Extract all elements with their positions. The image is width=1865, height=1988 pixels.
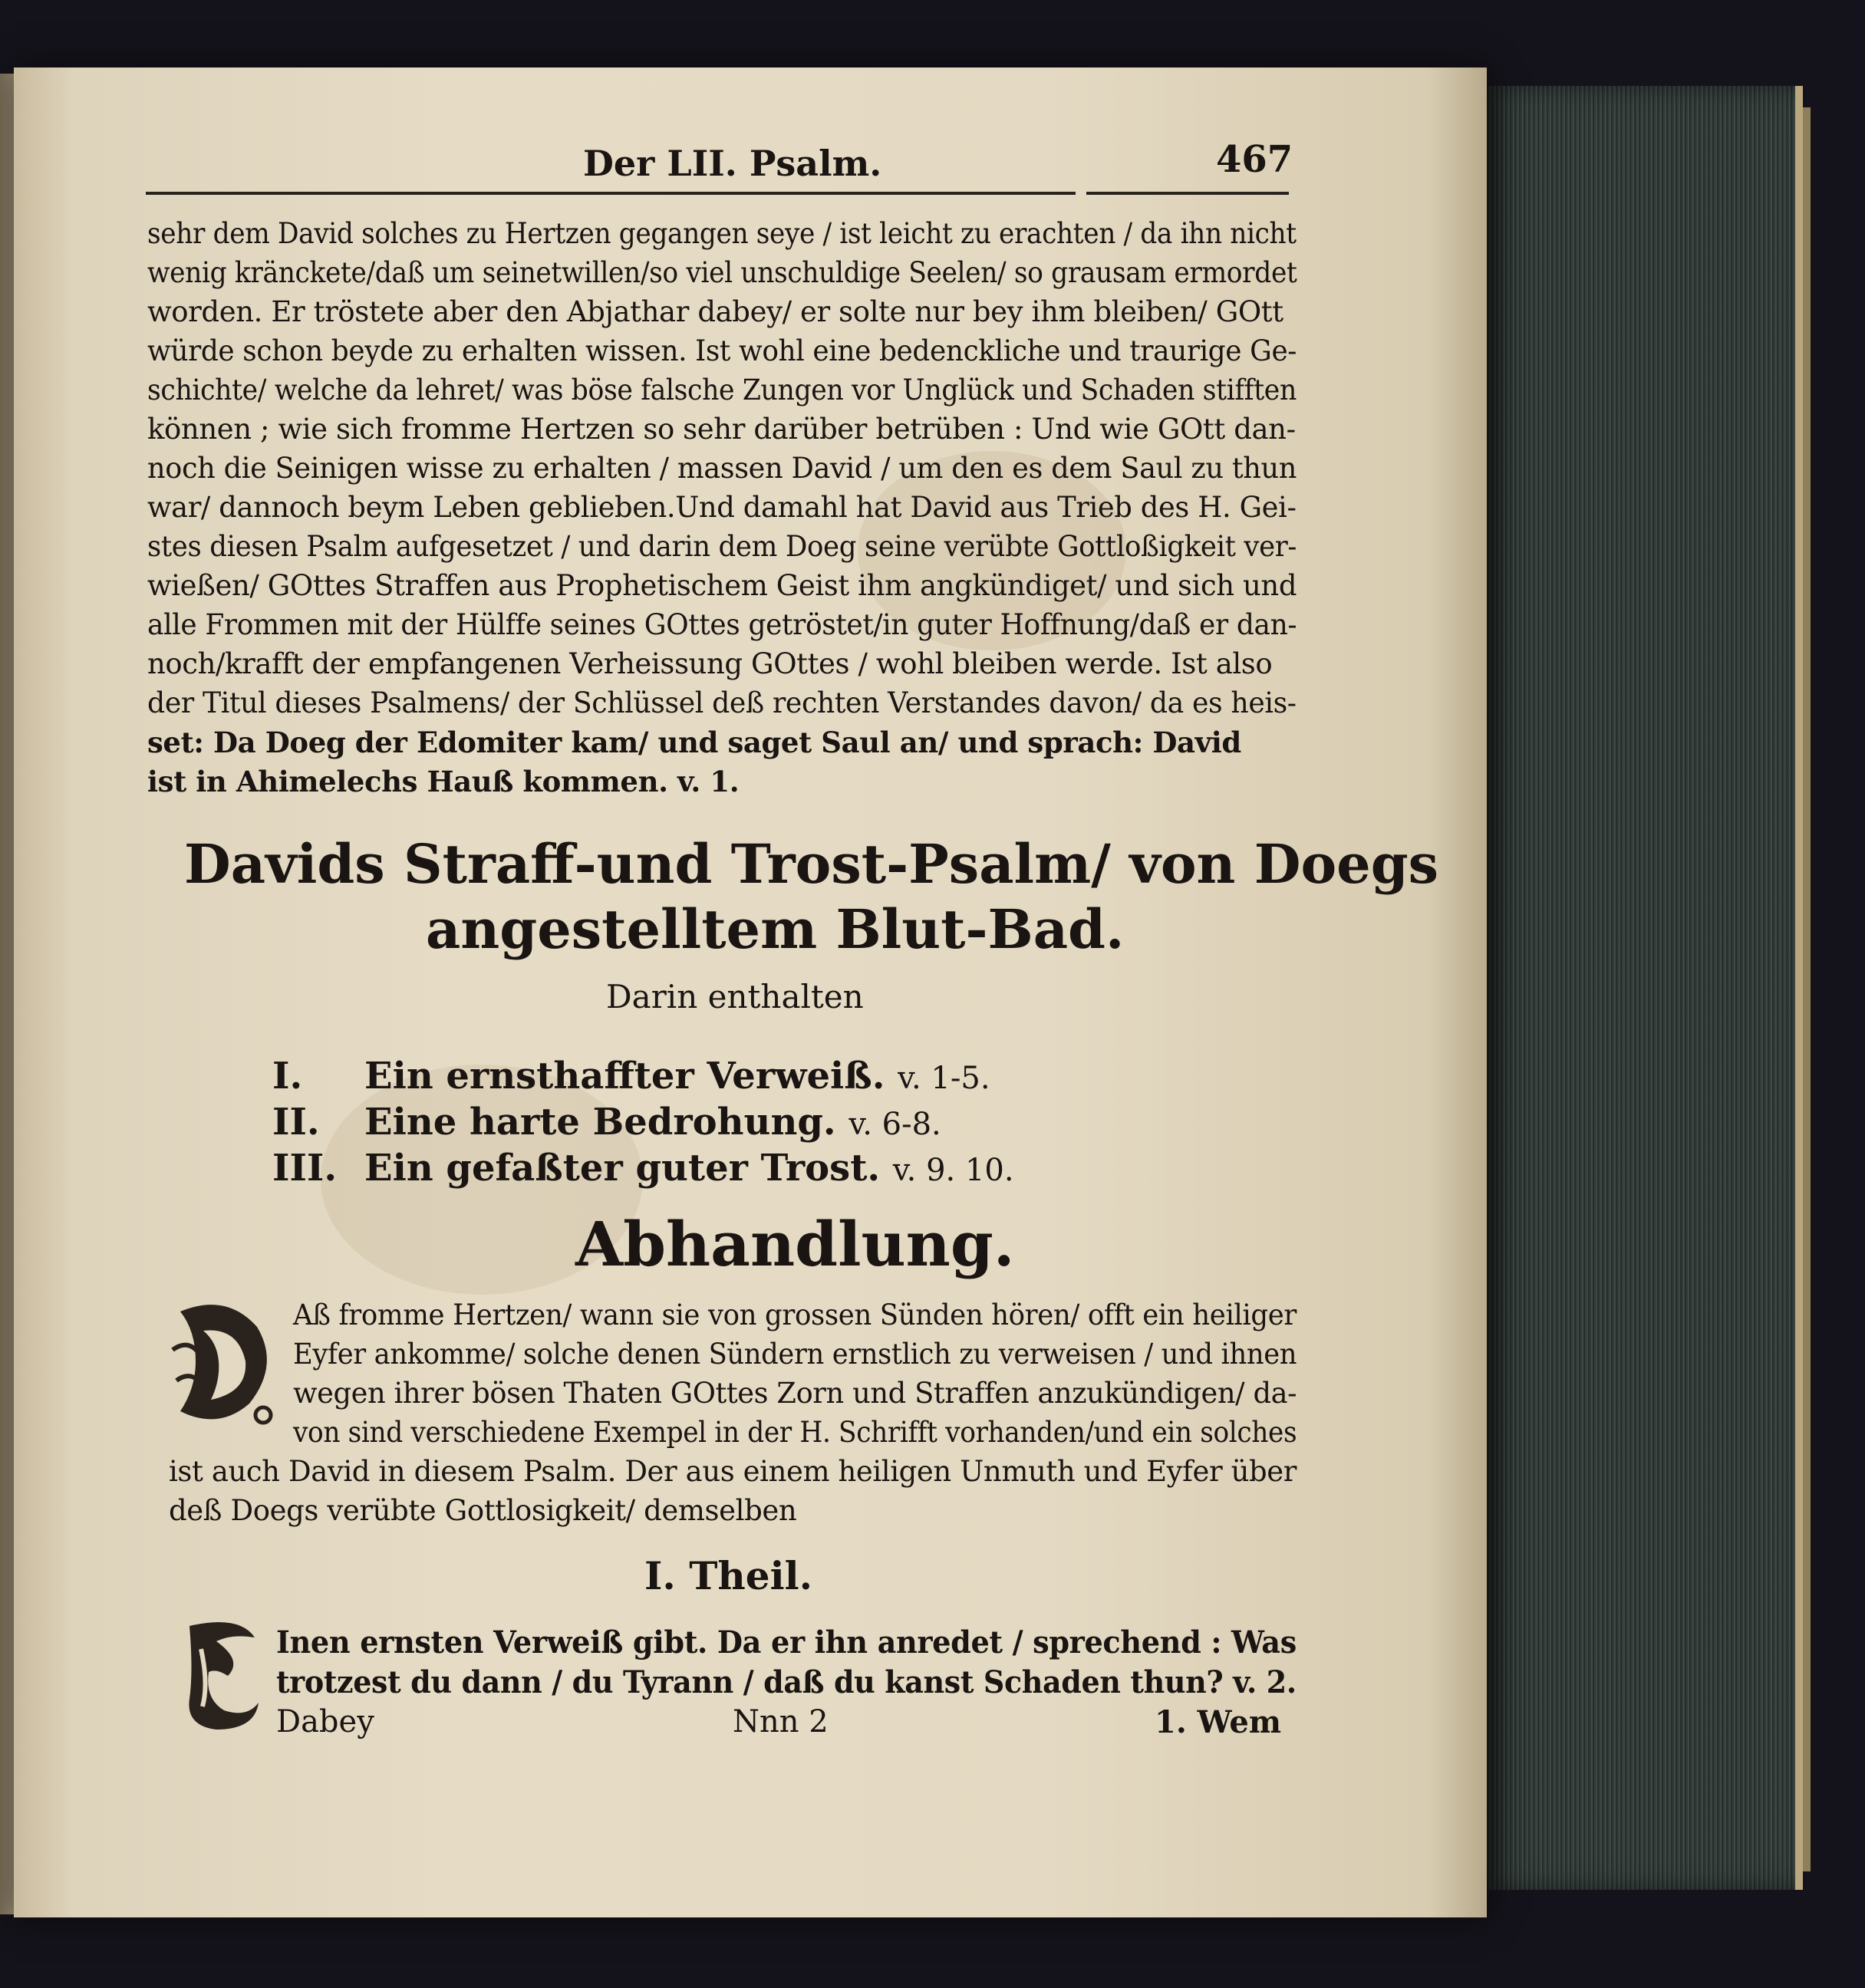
preface-line: können ; wie sich fromme Hertzen so sehr darüber betrüben : Und wie GOtt dan- (147, 413, 1296, 446)
preface-line: wießen/ GOttes Straffen aus Prophetischem Geist ihm angkündiget/ und sich und (147, 569, 1297, 602)
outline-ref: v. 9. 10. (892, 1153, 1014, 1188)
outline-ref: v. 6-8. (848, 1107, 941, 1142)
preface-line: noch/krafft der empfangenen Verheissung GOttes / wohl bleiben werde. Ist also (147, 647, 1273, 680)
part-line: trotzest du dann / du Tyrann / daß du kanst Schaden thun? v. 2. (276, 1664, 1297, 1700)
preface-line: noch die Seinigen wisse zu erhalten / massen David / um den es dem Saul zu thun (147, 452, 1297, 485)
preface-line: wenig kränckete/daß um seinetwillen/so viel unschuldige Seelen/ so grausam ermordet (147, 256, 1297, 289)
outline-label: Ein gefaßter guter Trost. (364, 1147, 881, 1190)
psalm-title-line2: angestelltem Blut-Bad. (426, 897, 1125, 961)
outline-ref: v. 1-5. (898, 1061, 990, 1096)
outline-text (364, 1147, 1014, 1190)
preface-line: würde schon beyde zu erhalten wissen. Ist wohl eine bedenckliche und traurige Ge- (147, 334, 1297, 367)
book-fore-edge (1484, 86, 1803, 1890)
preface-line: der Titul dieses Psalmens/ der Schlüssel deß rechten Verstandes davon/ da es heis- (147, 686, 1297, 719)
preface-line: sehr dem David solches zu Hertzen gegangen seye / ist leicht zu erachten / da ihn nicht (147, 217, 1297, 250)
catchword-left: Dabey (276, 1704, 374, 1740)
page-number: 467 (1216, 138, 1293, 181)
outline-label: Eine harte Bedrohung. (364, 1101, 836, 1144)
outline-text (364, 1055, 990, 1098)
abhandlung-line: Aß fromme Hertzen/ wann sie von grossen Sünden hören/ offt ein heiliger (293, 1298, 1297, 1331)
abhandlung-line: ist auch David in diesem Psalm. Der aus einem heiligen Unmuth und Eyfer über (169, 1455, 1297, 1488)
preface-line: alle Frommen mit der Hülffe seines GOttes getröstet/in guter Hoffnung/daß er dan- (147, 608, 1297, 641)
preface-line: ist in Ahimelechs Hauß kommen. v. 1. (147, 765, 740, 798)
header-rule-gap (1076, 190, 1086, 196)
preface-line: stes diesen Psalm aufgesetzet / und darin dem Doeg seine verübte Gottloßigkeit ver- (147, 530, 1297, 563)
preface-line: schichte/ welche da lehret/ was böse falsche Zungen vor Unglück und Schaden stifften (147, 374, 1297, 406)
psalm-title-line1: Davids Straff-und Trost-Psalm/ von Doegs (184, 832, 1439, 896)
part-line: Inen ernsten Verweiß gibt. Da er ihn anredet / sprechend : Was (276, 1624, 1297, 1661)
outline-number: II. (272, 1101, 320, 1144)
outline-number: I. (272, 1055, 303, 1098)
abhandlung-line: Eyfer ankomme/ solche denen Sündern ernstlich zu verweisen / und ihnen (293, 1338, 1297, 1371)
outline-label: Ein ernsthaffter Verweiß. (364, 1055, 885, 1098)
abhandlung-line: wegen ihrer bösen Thaten GOttes Zorn und Straffen anzukündigen/ da- (293, 1377, 1297, 1410)
preface-line: war/ dannoch beym Leben geblieben.Und damahl hat David aus Trieb des H. Gei- (147, 491, 1297, 524)
header-rule (146, 192, 1289, 195)
outline-number: III. (272, 1147, 338, 1190)
outline-text (364, 1101, 941, 1144)
signature-mark: Nnn 2 (733, 1704, 829, 1740)
running-head: Der LII. Psalm. (583, 143, 882, 184)
decorated-initial-e (170, 1614, 270, 1733)
part-heading: I. Theil. (644, 1553, 812, 1598)
catchword-right: 1. Wem (1155, 1704, 1282, 1740)
section-heading: Abhandlung. (575, 1208, 1015, 1280)
preface-line: set: Da Doeg der Edomiter kam/ und saget Saul an/ und sprach: David (147, 726, 1241, 759)
abhandlung-line: deß Doegs verübte Gottlosigkeit/ demselben (169, 1494, 797, 1527)
preface-line: worden. Er tröstete aber den Abjathar dabey/ er solte nur bey ihm bleiben/ GOtt (147, 295, 1283, 328)
outline-intro: Darin enthalten (606, 978, 864, 1015)
abhandlung-line: von sind verschiedene Exempel in der H. Schrifft vorhanden/und ein solches (293, 1416, 1297, 1449)
decorated-initial-d (165, 1296, 280, 1427)
